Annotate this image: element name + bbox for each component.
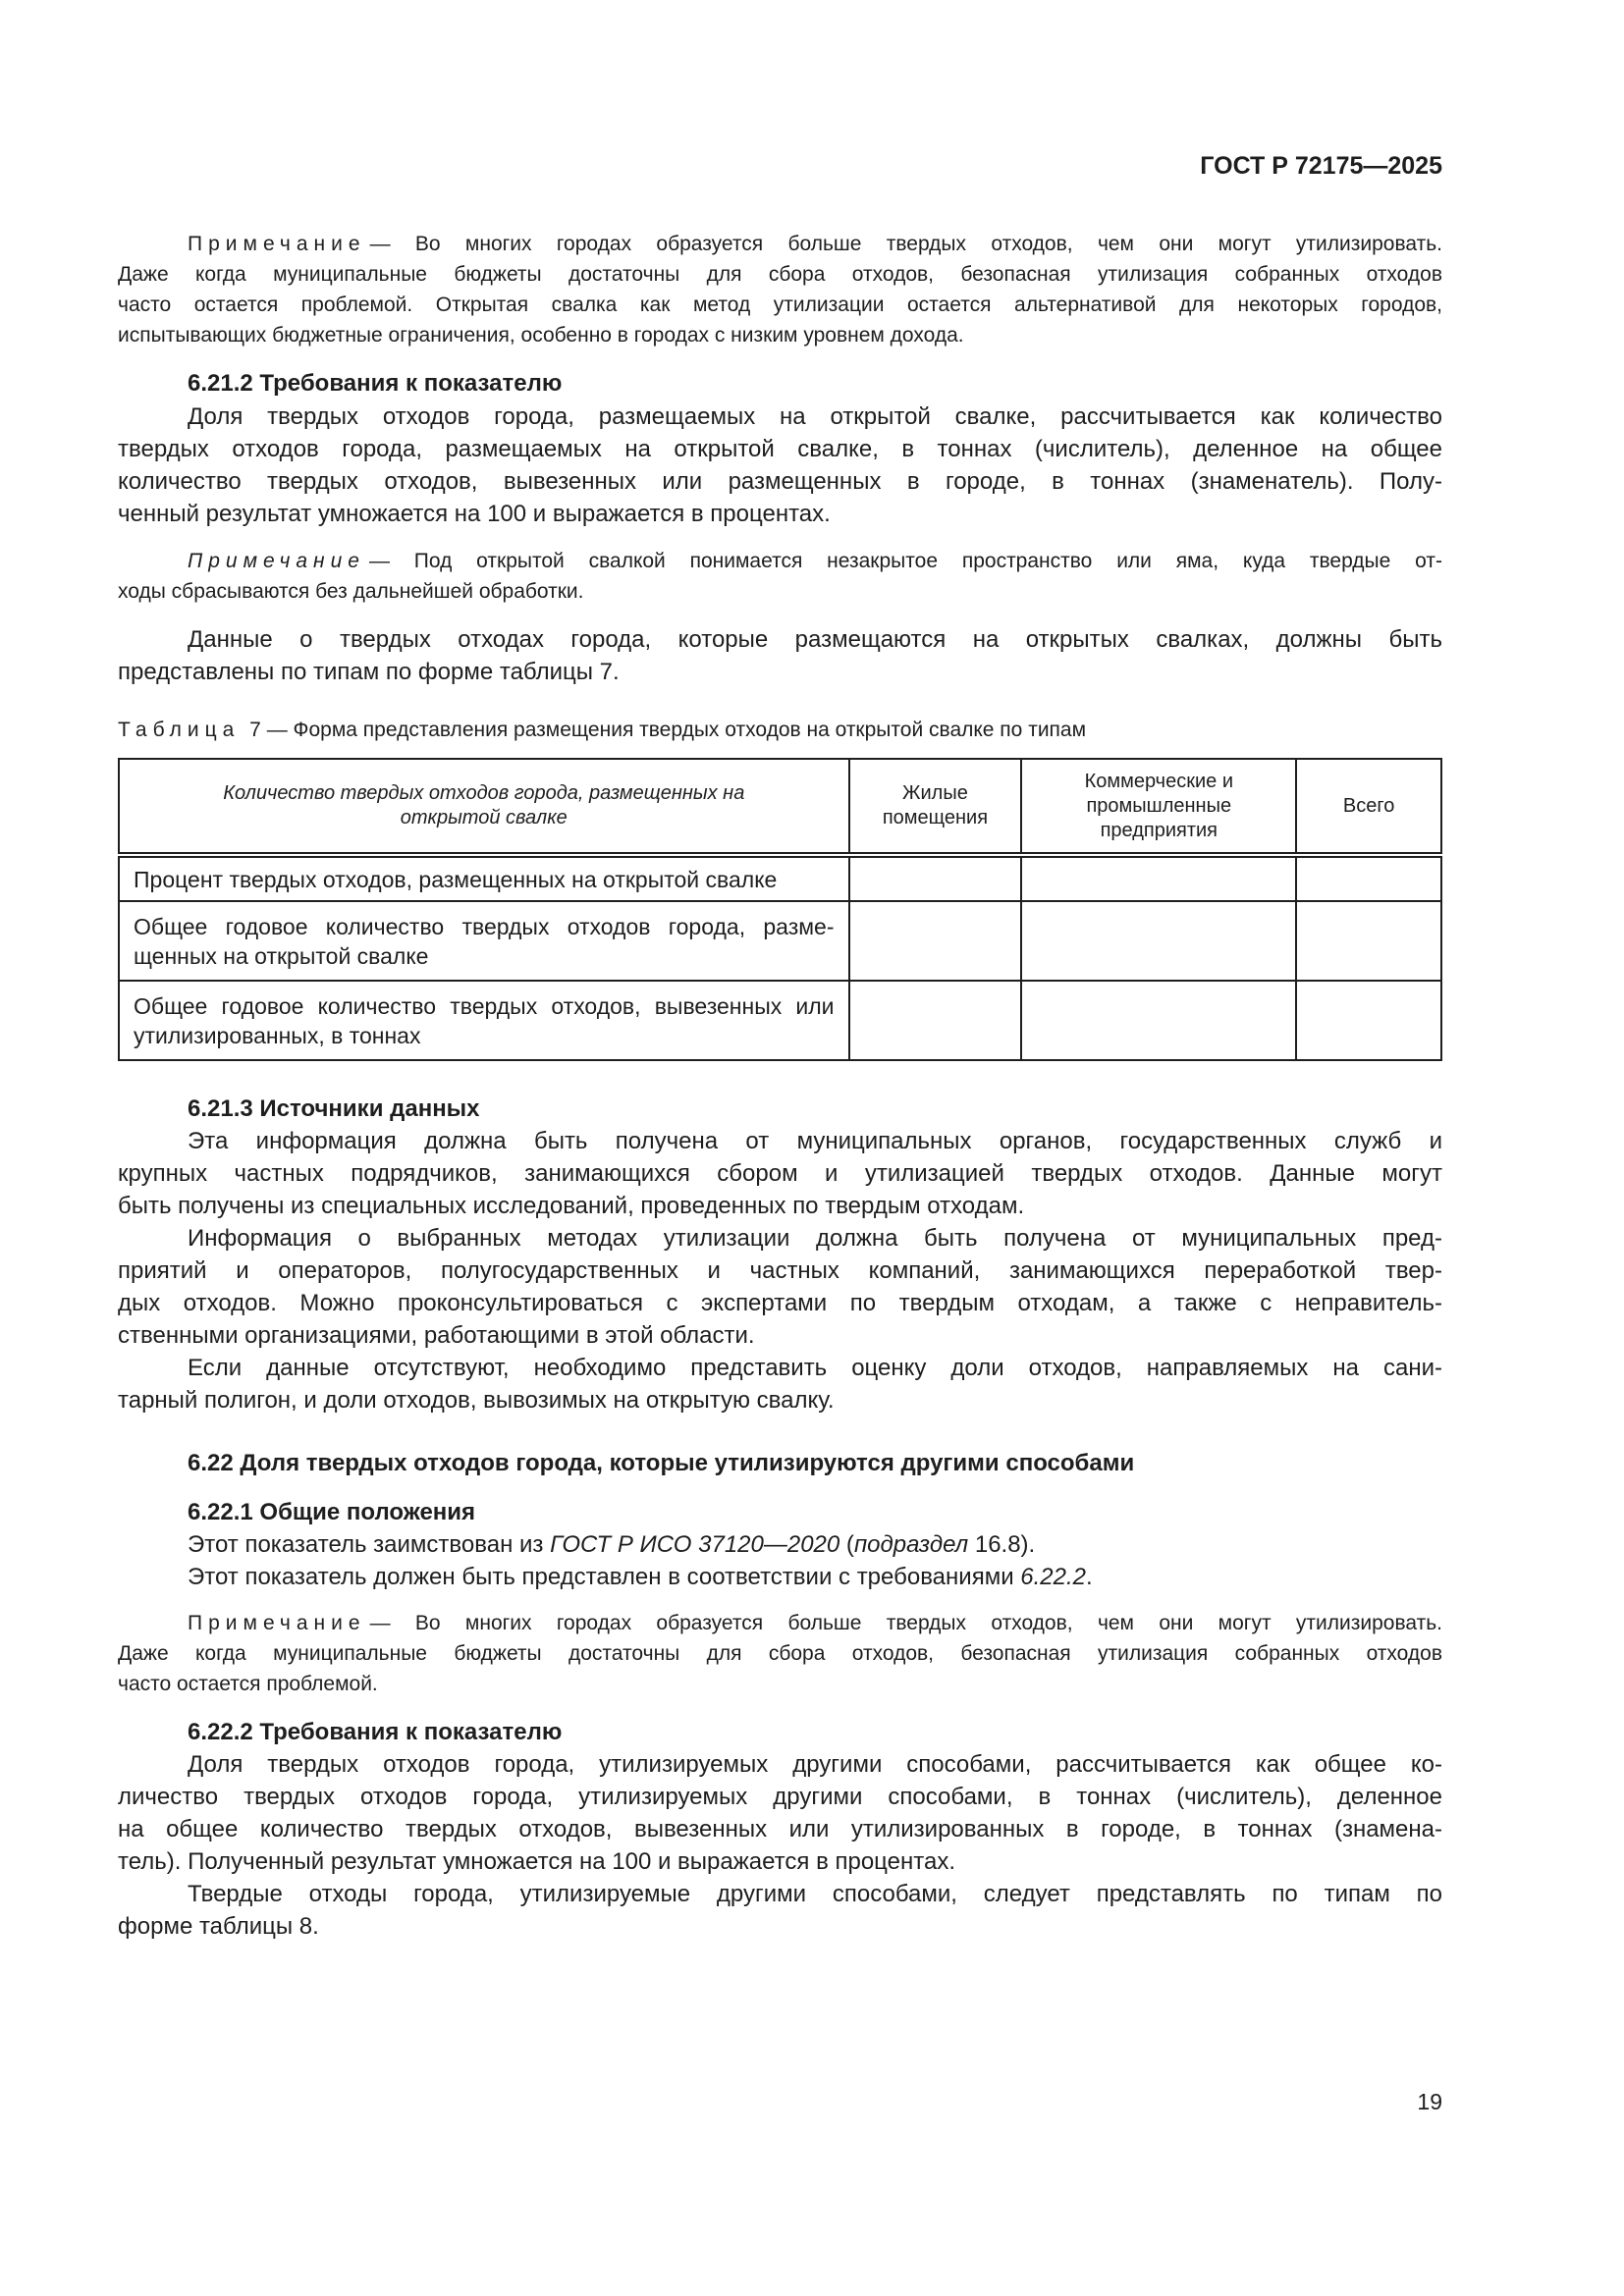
table-cell [849, 855, 1022, 901]
text-line [118, 576, 1442, 607]
text-segment: крупных частных подрядчиков, занимающихся сбором и утилизацией твердых отходов. Данные могут [118, 1160, 1442, 1187]
table-caption [118, 715, 1442, 745]
section-heading: 6.21.2 Требования к показателю [188, 370, 563, 397]
paragraph [118, 1125, 1442, 1222]
table-cell [1296, 855, 1441, 901]
text-line [118, 656, 1442, 688]
text-segment: Эта информация должна быть получена от муниципальных органов, государственных служб и [188, 1128, 1442, 1154]
text-segment: — Во многих городах образуется больше твердых отходов, чем они могут утилизировать. [369, 233, 1442, 255]
table-cell [1021, 855, 1296, 901]
text-line [118, 1910, 1442, 1943]
note [118, 1608, 1442, 1699]
paragraph [118, 1878, 1442, 1943]
note-label: Примечание [188, 550, 365, 572]
text-line [118, 1190, 1442, 1222]
section-heading: 6.22 Доля твердых отходов города, которые утилизируются другими способами [188, 1450, 1135, 1476]
section-6-21-3 [118, 1093, 1442, 1416]
text-line [118, 1222, 1442, 1255]
text-line [118, 320, 1442, 350]
text-line [118, 290, 1442, 320]
text-line [118, 623, 1442, 656]
table-caption-text: 7 — Форма представления размещения твердых отходов на открытой свалке по типам [244, 719, 1087, 741]
text-segment: Доля твердых отходов города, размещаемых на открытой свалке, рассчитывается как количество [188, 403, 1442, 430]
text-line [118, 1638, 1442, 1669]
table-row [119, 901, 1441, 981]
table-header-total: Всего [1296, 759, 1441, 855]
text-segment: тель). Полученный результат умножается на 100 и выражается в процентах. [118, 1848, 955, 1875]
text-segment: ственными организациями, работающими в этой области. [118, 1322, 755, 1349]
text-line [118, 1125, 1442, 1157]
text-segment: Этот показатель должен быть представлен в соответствии с требованиями [188, 1564, 1021, 1590]
text-segment: личество твердых отходов города, утилизируемых другими способами, в тоннах (числитель), деленное [118, 1784, 1442, 1810]
table-header-residential: Жилые помещения [849, 759, 1022, 855]
text-line [118, 1781, 1442, 1813]
table-cell [849, 981, 1022, 1060]
table-row-label: Общее годовое количество твердых отходов города, разме-щенных на открытой свалке [119, 901, 849, 981]
text-segment: подраздел [853, 1531, 969, 1558]
text-segment: представлены по типам по форме таблицы 7. [118, 659, 620, 685]
text-line [118, 498, 1442, 530]
note [118, 229, 1442, 350]
text-segment: количество твердых отходов, вывезенных или размещенных в городе, в тоннах (знаменатель). Полу- [118, 468, 1442, 495]
text-segment: Даже когда муниципальные бюджеты достаточны для сбора отходов, безопасная утилизация собранных отходов [118, 1642, 1442, 1665]
text-line [118, 229, 1442, 259]
text-line [118, 1748, 1442, 1781]
text-line [118, 1157, 1442, 1190]
text-segment: ( [839, 1531, 854, 1558]
text-line [118, 1669, 1442, 1699]
text-line [118, 1608, 1442, 1638]
table-cell [1296, 901, 1441, 981]
text-segment: — Во многих городах образуется больше твердых отходов, чем они могут утилизировать. [369, 1612, 1442, 1634]
text-segment: Информация о выбранных методах утилизации должна быть получена от муниципальных пред- [188, 1225, 1442, 1252]
text-segment: быть получены из специальных исследований, проведенных по твердым отходам. [118, 1193, 1025, 1219]
page-number: 19 [1417, 2089, 1442, 2114]
paragraph [118, 1748, 1442, 1878]
text-line [118, 1352, 1442, 1384]
table-row-label: Процент твердых отходов, размещенных на открытой свалке [119, 855, 849, 901]
text-line [118, 1255, 1442, 1287]
text-segment: 16.8). [968, 1531, 1036, 1558]
text-line [118, 1878, 1442, 1910]
text-segment: Данные о твердых отходах города, которые размещаются на открытых свалках, должны быть [188, 626, 1442, 653]
text-segment: тарный полигон, и доли отходов, вывозимых на открытую свалку. [118, 1387, 835, 1414]
table-header-row [119, 759, 1441, 855]
section-heading: 6.22.1 Общие положения [188, 1499, 476, 1525]
note [118, 546, 1442, 607]
table-7 [118, 758, 1442, 1061]
table-cell [849, 901, 1022, 981]
text-line [118, 1384, 1442, 1416]
text-segment: часто остается проблемой. Открытая свалка как метод утилизации остается альтернативой для некоторых городов, [118, 294, 1442, 316]
text-segment: ходы сбрасываются без дальнейшей обработки. [118, 580, 584, 603]
text-segment: Этот показатель заимствован из [188, 1531, 551, 1558]
text-segment: Даже когда муниципальные бюджеты достаточны для сбора отходов, безопасная утилизация собранных отходов [118, 263, 1442, 286]
text-segment: дых отходов. Можно проконсультироваться с экспертами по твердым отходам, а также с неправитель- [118, 1290, 1442, 1316]
text-segment: приятий и операторов, полугосударственных и частных компаний, занимающихся переработкой твер- [118, 1257, 1442, 1284]
document-header-id: ГОСТ Р 72175—2025 [1200, 152, 1442, 180]
text-segment: испытывающих бюджетные ограничения, особенно в городах с низким уровнем дохода. [118, 324, 964, 347]
text-line [118, 1287, 1442, 1319]
table-cell [1021, 981, 1296, 1060]
text-segment: форме таблицы 8. [118, 1913, 319, 1940]
section-heading: 6.22.2 Требования к показателю [188, 1719, 563, 1745]
text-segment: ченный результат умножается на 100 и выражается в процентах. [118, 501, 831, 527]
text-segment: . [1086, 1564, 1093, 1590]
section-6-22-2 [118, 1716, 1442, 1943]
text-line [118, 1561, 1442, 1593]
text-line [118, 465, 1442, 498]
text-segment: твердых отходов города, размещаемых на открытой свалке, в тоннах (числитель), деленное на общее [118, 436, 1442, 462]
text-segment: Твердые отходы города, утилизируемые другими способами, следует представлять по типам по [188, 1881, 1442, 1907]
text-line [118, 259, 1442, 290]
text-line [118, 400, 1442, 433]
table-row-label: Общее годовое количество твердых отходов, вывезенных или утилизированных, в тоннах [119, 981, 849, 1060]
table-caption-label: Таблица [118, 719, 241, 741]
text-line [118, 546, 1442, 576]
text-segment: часто остается проблемой. [118, 1673, 378, 1695]
note-label: Примечание [188, 233, 366, 255]
note-label: Примечание [188, 1612, 366, 1634]
table-cell [1296, 981, 1441, 1060]
paragraph [118, 1528, 1442, 1561]
text-line [118, 1319, 1442, 1352]
text-segment: 6.22.2 [1020, 1564, 1086, 1590]
paragraph [118, 1352, 1442, 1416]
table-row [119, 981, 1441, 1060]
text-line [118, 1845, 1442, 1878]
table-header-commercial: Коммерческие и промышленные предприятия [1021, 759, 1296, 855]
text-line [118, 1528, 1442, 1561]
text-segment: Если данные отсутствуют, необходимо представить оценку доли отходов, направляемых на сани- [188, 1355, 1442, 1381]
table-row [119, 855, 1441, 901]
table-header-quantity: Количество твердых отходов города, размещенных на открытой свалке [119, 759, 849, 855]
text-segment: на общее количество твердых отходов, вывезенных или утилизированных в городе, в тоннах (знамена- [118, 1816, 1442, 1842]
text-line [118, 1813, 1442, 1845]
section-6-22-1 [118, 1496, 1442, 1593]
table-cell [1021, 901, 1296, 981]
paragraph [118, 400, 1442, 530]
paragraph [118, 1222, 1442, 1352]
text-segment: ГОСТ Р ИСО 37120—2020 [550, 1531, 840, 1558]
paragraph [118, 623, 1442, 688]
paragraph [118, 1561, 1442, 1593]
text-segment: Доля твердых отходов города, утилизируемых другими способами, рассчитывается как общее ко- [188, 1751, 1442, 1778]
section-heading: 6.21.3 Источники данных [188, 1095, 480, 1122]
text-line [118, 433, 1442, 465]
text-segment: — Под открытой свалкой понимается незакрытое пространство или яма, куда твердые от- [368, 550, 1442, 572]
